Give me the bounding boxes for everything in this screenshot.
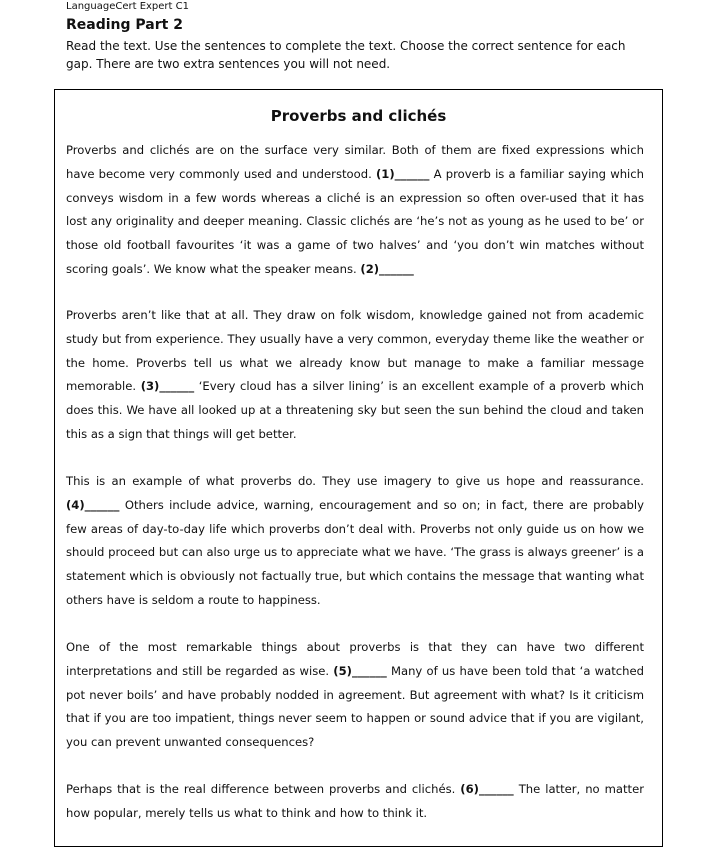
paragraph-text: Many of us have been told that ‘a watched pot never boils’ and have probably nodded in agreement. But agreement with what? Is it criticism that if you are too impatient, things never seem to happen or sound advice that if you are vigilant, you can prevent unwanted consequences?	[66, 663, 644, 750]
gap-2[interactable]: (2)______	[360, 261, 414, 276]
paragraph-text: The latter, no matter how popular, merely tells us what to think and how to think it.	[66, 782, 645, 820]
paragraph-5	[66, 778, 644, 826]
paragraph-2	[66, 304, 644, 447]
paragraph-text: A proverb is a familiar saying which conveys wisdom in a few words whereas a cliché is an expression so often over-used that it has lost any originality and deeper meaning. Classic clichés are ‘he’s not as young as he used to be’ or those old football favourites ‘it was a game of two halves’ and ‘you don’t win matches without scoring goals’. We know what the speaker means.	[66, 166, 644, 276]
gap-4[interactable]: (4)______	[66, 497, 120, 512]
instructions: Read the text. Use the sentences to complete the text. Choose the correct sentence for each gap. There are two extra sentences you will not need.	[66, 39, 626, 71]
gap-6[interactable]: (6)______	[460, 782, 514, 796]
gap-3[interactable]: (3)______	[140, 379, 195, 394]
reading-text-box	[54, 89, 663, 847]
text-title: Proverbs and clichés	[270, 107, 447, 125]
paragraph-text: Others include advice, warning, encouragement and so on; in fact, there are probably few areas of day-to-day life which proverbs don’t deal with. Proverbs not only guide us on how we should proceed but can also urge us to appreciate what we have. ‘The grass is always greener’ is a statement which is obviously not factually true, but which contains the message that wanting what others have is seldom a route to happiness.	[66, 497, 644, 607]
paragraph-3	[66, 470, 644, 613]
paragraph-text: This is an example of what proverbs do. They use imagery to give us hope and reassurance.	[66, 474, 644, 488]
paragraph-text: Proverbs and clichés are on the surface very similar. Both of them are fixed expressions which have become very commonly used and understood.	[66, 143, 644, 181]
gap-1[interactable]: (1)______	[375, 166, 430, 181]
paragraph-text: Proverbs aren’t like that at all. They draw on folk wisdom, knowledge gained not from academic study but from experience. They usually have a very common, everyday theme like the weather or the home. Proverbs tell us what we already know but manage to make a familiar message memorable.	[66, 308, 644, 394]
exam-name: LanguageCert Expert C1	[66, 1, 189, 12]
gap-5[interactable]: (5)______	[333, 663, 387, 678]
paragraph-text: ‘Every cloud has a silver lining’ is an excellent example of a proverb which does this. We have all looked up at a threatening sky but seen the sun behind the cloud and taken this as a sign that things will get better.	[66, 379, 644, 441]
paragraph-text: One of the most remarkable things about proverbs is that they can have two different interpretations and still be regarded as wise.	[66, 640, 644, 678]
paragraph-text: Perhaps that is the real difference between proverbs and clichés.	[66, 782, 461, 796]
section-title: Reading Part 2	[66, 17, 183, 33]
paragraph-4	[66, 636, 644, 755]
paragraph-1	[66, 139, 644, 282]
